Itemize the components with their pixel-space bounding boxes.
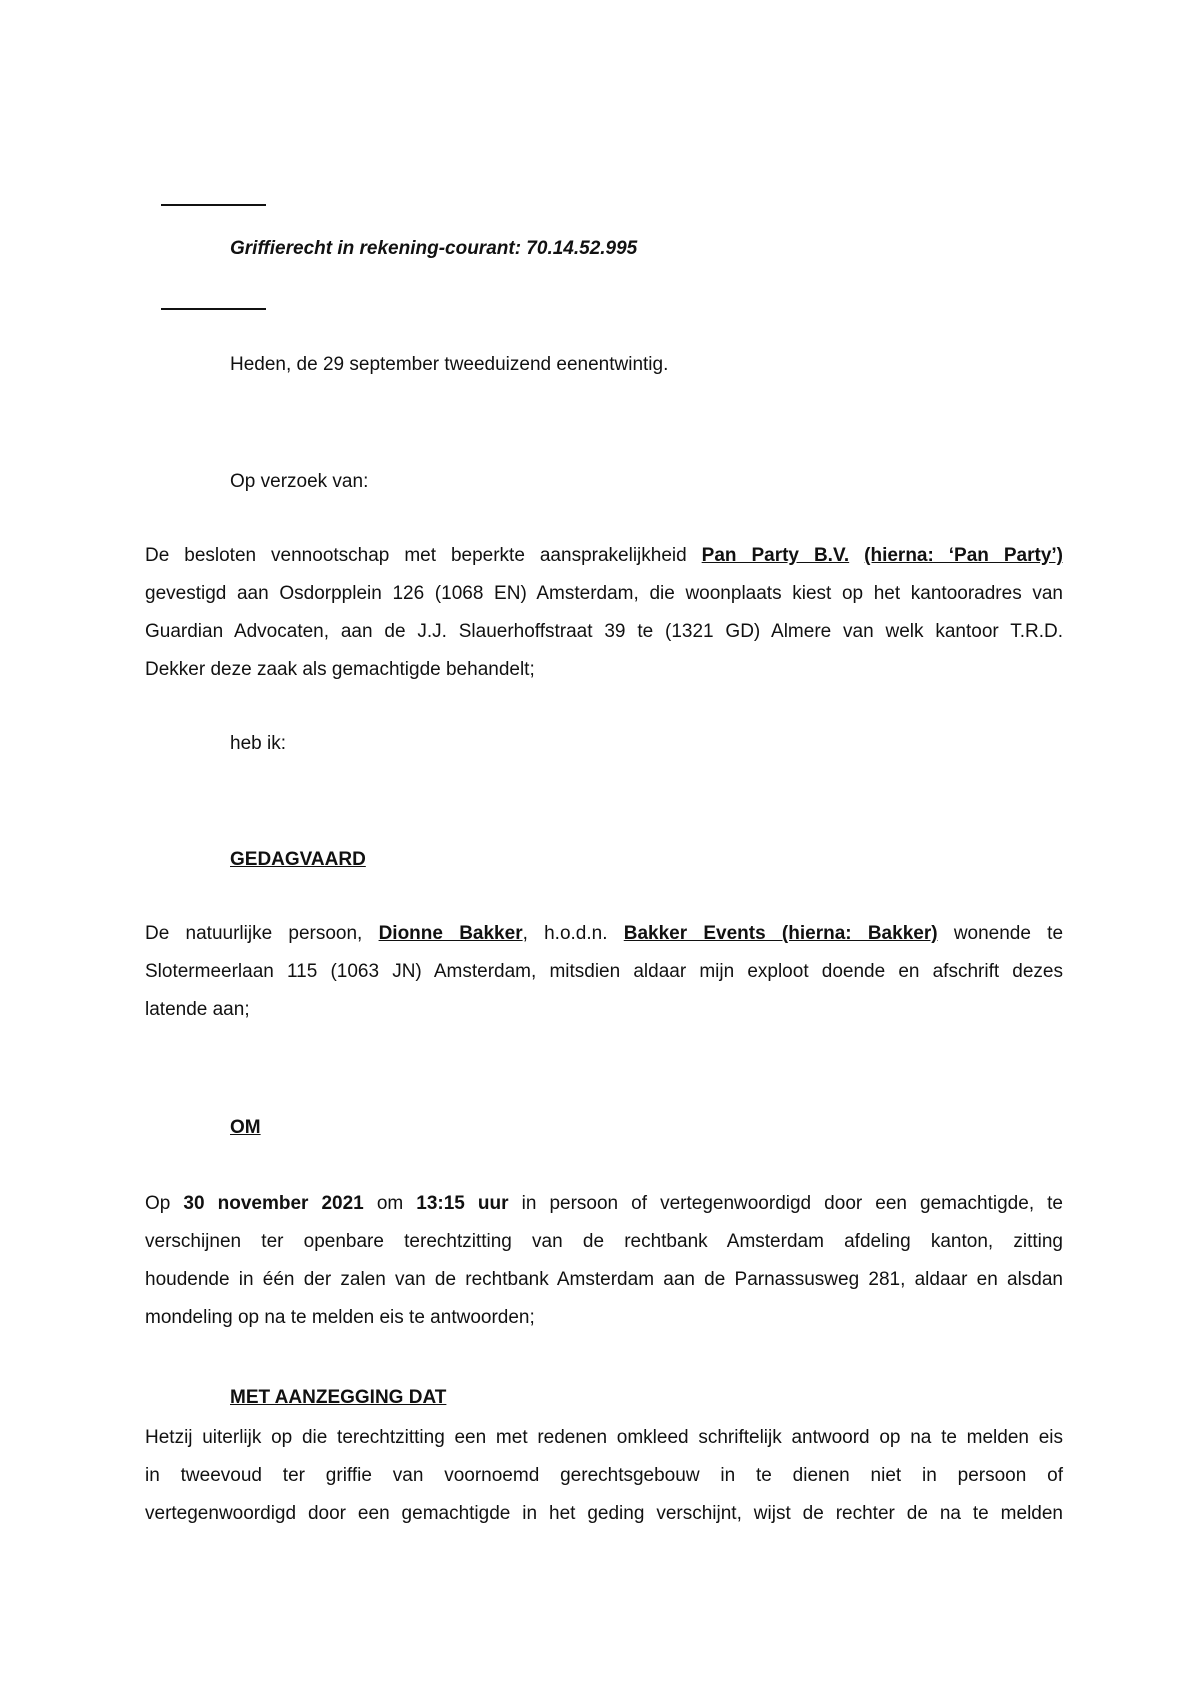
top-divider xyxy=(161,204,266,206)
notice-row-1: Hetzij uiterlijk op die terechtzitting een met redenen omkleed schriftelijk antwoord op na te melden eis xyxy=(145,1427,1063,1448)
defendant-row-1 xyxy=(145,923,1063,945)
notice-row-2: in tweevoud ter griffie van voornoemd gerechtsgebouw in te dienen niet in persoon of xyxy=(145,1465,1063,1486)
hearing-date: 30 november 2021 xyxy=(183,1193,364,1214)
plaintiff-alias: (hierna: ‘Pan Party’) xyxy=(864,545,1063,566)
hearing-time: 13:15 uur xyxy=(416,1193,509,1214)
heb-ik-line: heb ik: xyxy=(230,733,286,754)
heading-gedagvaard: GEDAGVAARD xyxy=(230,849,366,870)
defendant-hodn: , h.o.d.n. xyxy=(522,923,608,944)
summons-op: Op xyxy=(145,1193,171,1214)
summons-row-4: mondeling op na te melden eis te antwoorden; xyxy=(145,1307,535,1328)
summons-om: om xyxy=(376,1193,404,1214)
summons-appearance: in persoon of vertegenwoordigd door een gemachtigde, te xyxy=(521,1193,1064,1214)
date-line: Heden, de 29 september tweeduizend eenentwintig. xyxy=(230,354,669,375)
defendant-description: De natuurlijke persoon, xyxy=(145,923,363,944)
plaintiff-name: Pan Party B.V. xyxy=(701,545,850,566)
plaintiff-row-2: gevestigd aan Osdorpplein 126 (1068 EN) Amsterdam, die woonplaats kiest op het kantooradres van xyxy=(145,583,1063,604)
heading-met-aanzegging: MET AANZEGGING DAT xyxy=(230,1387,447,1408)
plaintiff-row-4: Dekker deze zaak als gemachtigde behandelt; xyxy=(145,659,535,680)
plaintiff-row-3: Guardian Advocaten, aan de J.J. Slauerhoffstraat 39 te (1321 GD) Almere van welk kantoor T.R.D. xyxy=(145,621,1063,642)
defendant-name: Dionne Bakker xyxy=(378,923,523,944)
summons-row-1 xyxy=(145,1193,1063,1215)
defendant-row-2: Slotermeerlaan 115 (1063 JN) Amsterdam, mitsdien aldaar mijn exploot doende en afschrift dezes xyxy=(145,961,1063,982)
summons-row-3: houdende in één der zalen van de rechtbank Amsterdam aan de Parnassusweg 281, aldaar en alsdan xyxy=(145,1269,1063,1290)
defendant-residence-label: wonende te xyxy=(953,923,1064,944)
heading-om: OM xyxy=(230,1117,261,1138)
plaintiff-description: De besloten vennootschap met beperkte aansprakelijkheid xyxy=(145,545,687,566)
defendant-row-3: latende aan; xyxy=(145,999,250,1020)
plaintiff-row-1 xyxy=(145,545,1063,567)
griffierecht-line: Griffierecht in rekening-courant: 70.14.52.995 xyxy=(230,238,638,259)
second-divider xyxy=(161,308,266,310)
defendant-trade-name: Bakker Events (hierna: Bakker) xyxy=(623,923,938,944)
notice-row-3: vertegenwoordigd door een gemachtigde in het geding verschijnt, wijst de rechter de na te melden xyxy=(145,1503,1063,1524)
request-line: Op verzoek van: xyxy=(230,471,369,492)
summons-row-2: verschijnen ter openbare terechtzitting van de rechtbank Amsterdam afdeling kanton, zitting xyxy=(145,1231,1063,1252)
